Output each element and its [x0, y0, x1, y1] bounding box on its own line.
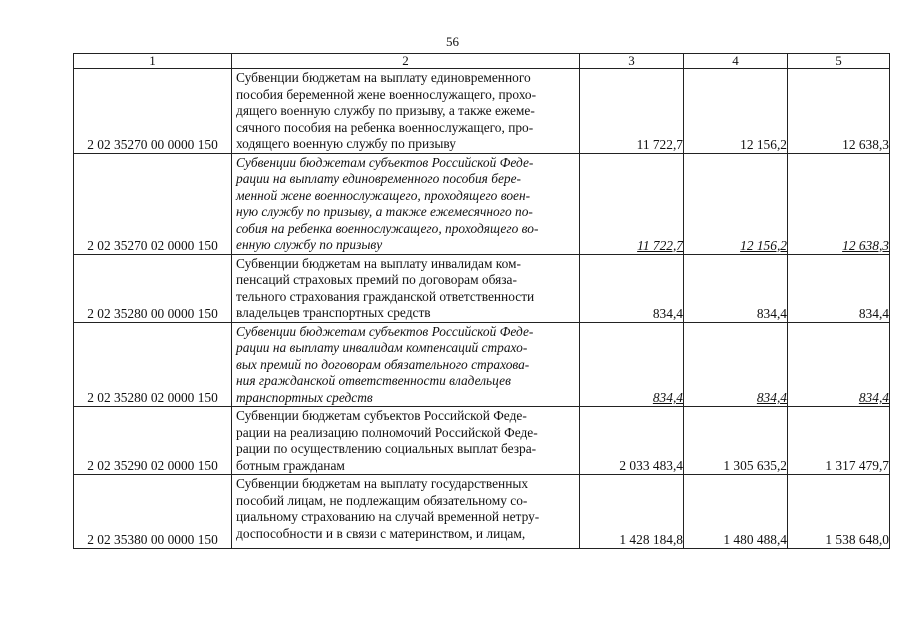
amount-value: 2 033 483,4 [619, 458, 683, 473]
amount-year-1 [580, 153, 684, 254]
description-line: ботным гражданам [236, 457, 345, 473]
amount-year-3 [788, 475, 890, 549]
description-line: тельного страхования гражданской ответственности [236, 288, 535, 304]
amount-year-2 [684, 69, 788, 154]
subvention-description [232, 322, 580, 407]
amount-year-3 [788, 254, 890, 322]
amount-year-3 [788, 69, 890, 154]
table-row [74, 322, 890, 407]
amount-year-2 [684, 153, 788, 254]
amount-value: 11 722,7 [637, 237, 683, 253]
description-line: Субвенции бюджетам субъектов Российской Феде- [236, 323, 534, 339]
amount-value: 834,4 [756, 390, 787, 405]
column-header-1: 1 [74, 54, 232, 69]
description-line: рации на выплату инвалидам компенсаций страхо- [236, 340, 528, 355]
amount-value: 12 638,3 [842, 237, 889, 253]
description-line: менной жене военнослужащего, проходящего воен- [236, 187, 531, 203]
amount-year-2 [684, 322, 788, 407]
description-line: рации по осуществлению социальных выплат безра- [236, 441, 537, 456]
budget-table [73, 53, 890, 549]
description-line: пособий лицам, не подлежащим обязательному со- [236, 492, 528, 508]
description-line: владельцев транспортных средств [236, 305, 431, 320]
description-line: Субвенции бюджетам субъектов Российской Феде- [236, 408, 527, 423]
description-line: вых премий по договорам обязательного страхова- [236, 356, 530, 372]
description-line: циальному страхованию на случай временной нетру- [236, 509, 540, 524]
budget-code: 2 02 35380 00 0000 150 [74, 475, 232, 549]
description-line: рации на выплату единовременного пособия бере- [236, 171, 521, 186]
description-line: енную службу по призыву [236, 237, 383, 252]
amount-year-1 [580, 254, 684, 322]
description-line: Субвенции бюджетам на выплату государственных [236, 476, 529, 491]
amount-year-1 [580, 322, 684, 407]
amount-value: 1 305 635,2 [723, 458, 787, 473]
amount-year-2 [684, 475, 788, 549]
amount-year-3 [788, 407, 890, 475]
amount-value: 12 156,2 [740, 237, 787, 253]
budget-code: 2 02 35290 02 0000 150 [74, 407, 232, 475]
amount-value: 12 156,2 [740, 136, 787, 152]
amount-year-1 [580, 475, 684, 549]
table-row [74, 254, 890, 322]
description-line: ходящего военную службу по призыву [236, 136, 456, 151]
amount-year-1 [580, 69, 684, 154]
description-line: доспособности и в связи с материнством, и лицам, [236, 525, 526, 541]
budget-code: 2 02 35280 02 0000 150 [74, 322, 232, 407]
description-line: сячного пособия на ребенка военнослужащего, про- [236, 119, 534, 135]
table-row [74, 475, 890, 549]
description-line: Субвенции бюджетам на выплату единовременного [236, 70, 531, 85]
amount-value: 834,4 [756, 305, 787, 321]
subvention-description [232, 69, 580, 154]
description-line: ную службу по призыву, а также ежемесячного по- [236, 204, 533, 219]
subvention-description [232, 475, 580, 549]
page-number: 56 [446, 34, 459, 49]
amount-value: 1 538 648,0 [825, 532, 889, 547]
table-header-row [74, 54, 890, 69]
amount-year-2 [684, 407, 788, 475]
subvention-description [232, 153, 580, 254]
description-line: Субвенции бюджетам на выплату инвалидам ком- [236, 255, 521, 271]
description-line: собия на ребенка военнослужащего, проходящего во- [236, 220, 539, 236]
subvention-description [232, 407, 580, 475]
amount-year-3 [788, 153, 890, 254]
amount-value: 834,4 [652, 390, 683, 405]
amount-year-3 [788, 322, 890, 407]
table-row [74, 153, 890, 254]
column-header-2: 2 [232, 54, 580, 69]
table-row [74, 69, 890, 154]
description-line: пособия беременной жене военнослужащего, прохо- [236, 86, 537, 102]
amount-value: 1 480 488,4 [723, 532, 787, 547]
description-line: ния гражданской ответственности владельцев [236, 373, 511, 388]
subvention-description [232, 254, 580, 322]
column-header-4: 4 [684, 54, 788, 69]
column-header-5: 5 [788, 54, 890, 69]
description-line: рации на реализацию полномочий Российской Феде- [236, 424, 538, 440]
budget-code: 2 02 35270 02 0000 150 [74, 153, 232, 254]
amount-value: 1 317 479,7 [825, 458, 889, 473]
budget-code: 2 02 35280 00 0000 150 [74, 254, 232, 322]
description-line: пенсаций страховых премий по договорам обяза- [236, 272, 517, 287]
amount-value: 834,4 [858, 390, 889, 405]
table-row [74, 407, 890, 475]
amount-value: 834,4 [652, 305, 683, 321]
amount-year-1 [580, 407, 684, 475]
amount-value: 12 638,3 [842, 136, 889, 152]
amount-value: 11 722,7 [636, 136, 683, 152]
budget-code: 2 02 35270 00 0000 150 [74, 69, 232, 154]
amount-year-2 [684, 254, 788, 322]
column-header-3: 3 [580, 54, 684, 69]
description-line: Субвенции бюджетам субъектов Российской Феде- [236, 154, 534, 170]
amount-value: 1 428 184,8 [619, 532, 683, 547]
description-line: дящего военную службу по призыву, а также ежеме- [236, 103, 535, 118]
description-line: транспортных средств [236, 389, 373, 405]
amount-value: 834,4 [858, 305, 889, 321]
